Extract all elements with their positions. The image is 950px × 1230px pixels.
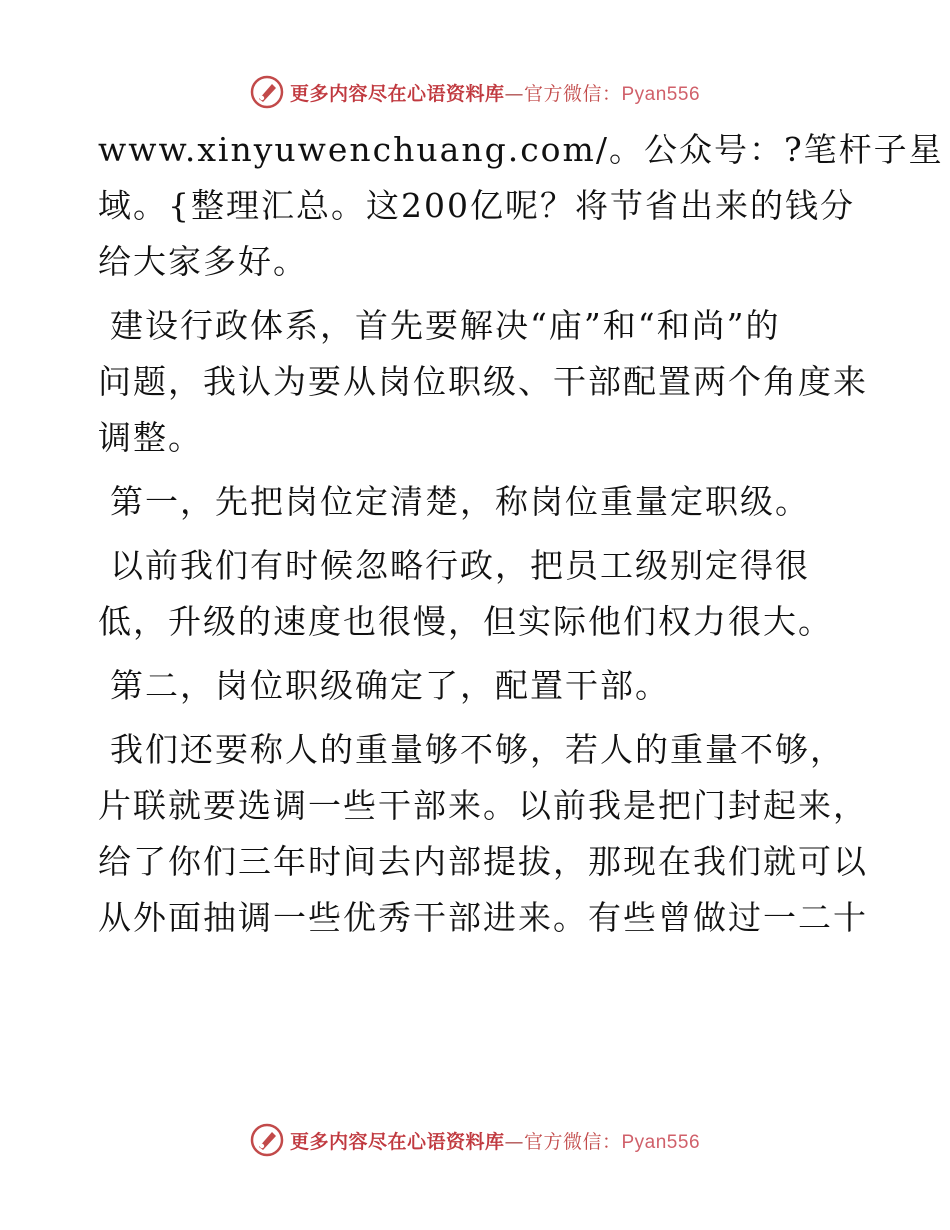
paragraph-line: 第二，岗位职级确定了，配置干部。 — [110, 666, 670, 705]
header-watermark-banner — [0, 70, 950, 114]
pen-nib-logo-icon — [250, 1123, 284, 1157]
paragraph-line: www.xinyuwenchuang.com/。公众号：?笔杆子星 — [98, 130, 944, 169]
banner-wechat-id: Pyan556 — [621, 83, 701, 105]
banner-dash: — — [504, 1130, 524, 1153]
paragraph-line: 调整。 — [98, 418, 203, 457]
document-body — [98, 122, 944, 954]
paragraph-line: 域。{整理汇总。这200亿呢？将节省出来的钱分 — [98, 186, 855, 225]
paragraph-3 — [98, 474, 858, 530]
paragraph-4 — [98, 538, 858, 650]
paragraph-1 — [98, 122, 944, 290]
banner-official: 官方微信： — [523, 1130, 622, 1153]
paragraph-5 — [98, 658, 858, 714]
paragraph-line: 以前我们有时候忽略行政，把员工级别定得很 — [110, 546, 810, 585]
banner-official: 官方微信： — [523, 82, 622, 105]
pen-nib-logo-icon — [250, 75, 284, 109]
paragraph-line: 从外面抽调一些优秀干部进来。有些曾做过一二十 — [98, 898, 868, 937]
paragraph-line: 建设行政体系，首先要解决“庙”和“和尚”的 — [110, 306, 781, 345]
paragraph-6 — [98, 722, 868, 946]
paragraph-line: 片联就要选调一些干部来。以前我是把门封起来， — [98, 786, 868, 825]
banner-dash: — — [504, 82, 524, 105]
paragraph-2 — [98, 298, 868, 466]
paragraph-line: 第一，先把岗位定清楚，称岗位重量定职级。 — [110, 482, 810, 521]
banner-text — [290, 79, 700, 106]
paragraph-line: 低，升级的速度也很慢，但实际他们权力很大。 — [98, 602, 833, 641]
paragraph-line: 给大家多好。 — [98, 242, 308, 281]
banner-lead: 更多内容尽在心语资料库 — [289, 1130, 505, 1153]
paragraph-line: 给了你们三年时间去内部提拔，那现在我们就可以 — [98, 842, 868, 881]
paragraph-line: 我们还要称人的重量够不够，若人的重量不够， — [110, 730, 845, 769]
footer-watermark-banner — [0, 1118, 950, 1162]
banner-text — [290, 1127, 700, 1154]
paragraph-line: 问题，我认为要从岗位职级、干部配置两个角度来 — [98, 362, 868, 401]
banner-wechat-id: Pyan556 — [621, 1131, 701, 1153]
banner-lead: 更多内容尽在心语资料库 — [289, 82, 505, 105]
